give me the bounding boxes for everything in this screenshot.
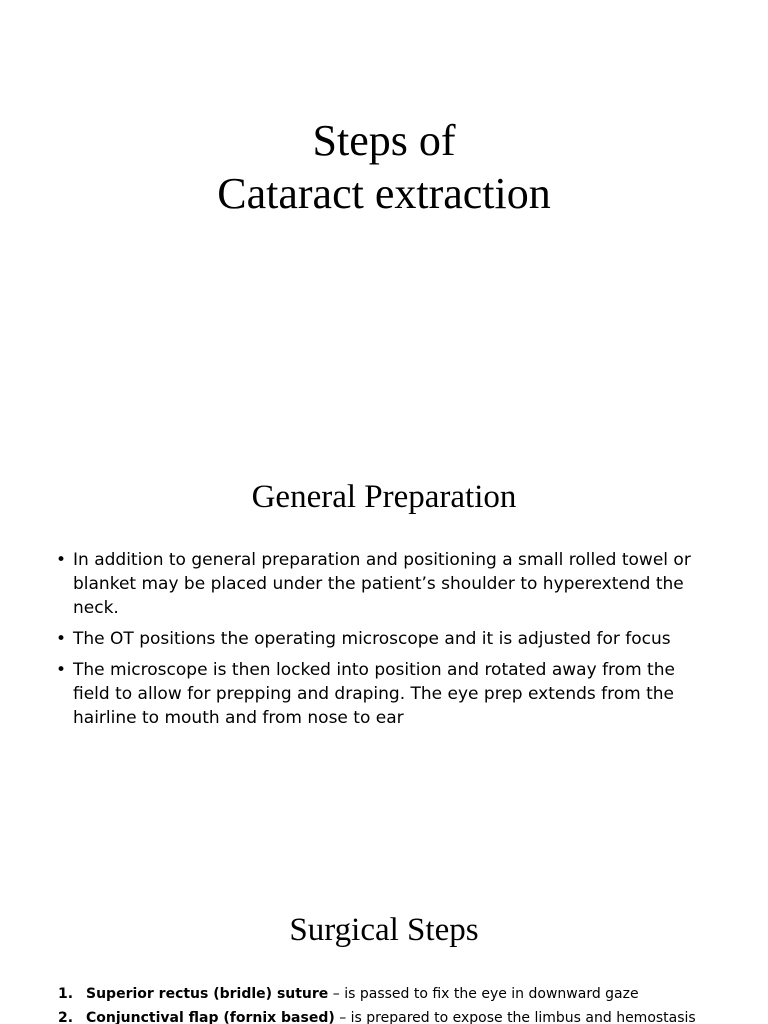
title-line-2: Cataract extraction <box>217 169 551 218</box>
step-term: Conjunctival flap (fornix based) <box>86 1010 335 1024</box>
slide-title: General Preparation <box>251 479 517 515</box>
list-item <box>58 1008 738 1024</box>
step-number: 2. <box>58 1010 74 1024</box>
bullet-icon: • <box>56 660 67 680</box>
step-number: 1. <box>58 986 74 1002</box>
step-description: – is passed to fix the eye in downward gaze <box>328 986 639 1002</box>
bullet-list <box>56 548 716 737</box>
title-line-1: Steps of <box>312 116 456 165</box>
title-slide <box>0 0 768 392</box>
presentation-title <box>0 114 768 220</box>
bullet-text: In addition to general preparation and positioning a small rolled towel or blanket may be placed under the patient’s shoulder to hyperextend the neck. <box>73 550 691 618</box>
list-item <box>58 984 738 1004</box>
bullet-text: The OT positions the operating microscope and it is adjusted for focus <box>73 629 671 649</box>
general-preparation-slide <box>0 432 768 824</box>
numbered-list <box>58 984 738 1024</box>
bullet-item <box>56 627 716 651</box>
bullet-item <box>56 658 716 730</box>
step-description: – is prepared to expose the limbus and hemostasis <box>334 1010 696 1024</box>
bullet-item <box>56 548 716 620</box>
bullet-icon: • <box>56 629 67 649</box>
step-term: Superior rectus (bridle) suture <box>86 986 329 1002</box>
bullet-text: The microscope is then locked into position and rotated away from the field to allow for prepping and draping. The eye prep extends from the hairline to mouth and from nose to ear <box>73 660 675 728</box>
slide-title: Surgical Steps <box>289 912 479 948</box>
bullet-icon: • <box>56 550 67 570</box>
surgical-steps-slide <box>0 866 768 1024</box>
